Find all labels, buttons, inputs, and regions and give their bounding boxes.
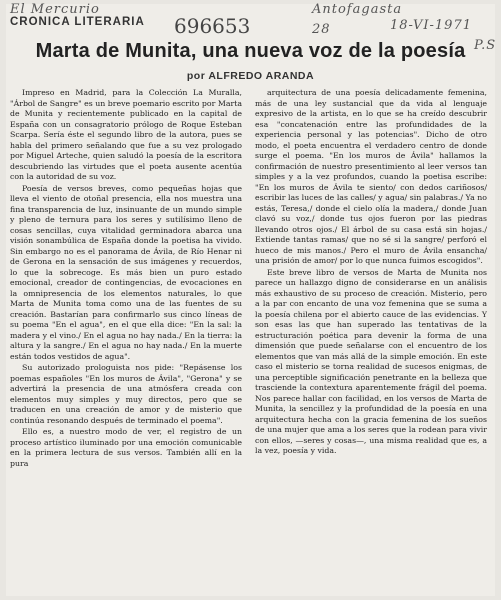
article-byline: por ALFREDO ARANDA <box>186 70 315 82</box>
date-annotation: 18-VI-1971 <box>390 18 472 33</box>
article-title: Marta de Munita, una nueva voz de la poesía <box>35 40 466 62</box>
code-annotation: 696653 <box>174 14 251 38</box>
newspaper-clipping <box>6 4 495 596</box>
paragraph: arquitectura de una poesía delicadamente femenina, más de una ley sustancial que da vida al lenguaje expresivo de la artista, en lo que se ha creído descubrir esa "concatenación entre las profundidades de la experiencia personal y las potencias". Dicho de otro modo, el poeta encuentra el verdadero centro de donde surge el poema. "En los muros de Ávila" hallamos la confirmación de nuestro presentimiento al leer versos tan simples y a la vez profundos, cuando la poetisa escribe: "En los muros de Ávila te siento/ con dedos cariñosos/ escribir las luces de las calles/ y agua/ sin palabras./ Ya no estás, Teresa,/ donde el cielo olía la madera,/ donde Juan clavó su voz,/ donde tus ojos fueron por las piedras llevando otros ojos./ El árbol de su casa está sin hojas./ Extiende tantas ramas/ que no sé si la sangre/ perforó el hueco de mis manos./ Pero el muro de Ávila ensancha/ una prisión de amor/ por lo que nunca fuimos escogidos". <box>255 88 487 265</box>
paragraph: Ello es, a nuestro modo de ver, el registro de un proceso artístico iluminado por una emoción comunicable en la primera lectura de sus versos. También allí en la pura <box>10 427 242 468</box>
paragraph: Este breve libro de versos de Marta de Munita nos parece un hallazgo digno de considerarse en un análisis más exhaustivo de su proceso de creación. Misterio, pero a la par con encanto de una voz femenina que se suma a la poesía chilena por el abierto cauce de las evidencias. Y son esas las que han superado las tentativas de la estructuración poética para devenir la forma de una dimensión que puede señalarse con el encuentro de los elementos que van más allá de la simple emoción. En este caso el misterio se torna realidad de sucesos enigmas, de una perceptible significación penetrante en la belleza que trasciende la contextura aparentemente frágil del poema. Nos parece hallar con facilidad, en los versos de Marta de Munita, la sencillez y la profundidad de la poesía en una arquitectura hecha con la gracia femenina de los sueños de una mujer que ama a los seres que la rodean para vivir con ellos, —seres y cosas—, una misma realidad que es, a la vez, poesía y vida. <box>255 267 487 455</box>
newspaper-name-annotation: El Mercurio <box>10 2 100 17</box>
ps-annotation: P.S <box>474 38 497 53</box>
paragraph: Impreso en Madrid, para la Colección La Muralla, "Árbol de Sangre" es un breve poemario escrito por Marta de Munita y recientemente publicado en la capital de España con un consagratorio prólogo de Roque Esteban Scarpa. Sería éste el segundo libro de la autora, pues se habla del primero señalando que fue a su vez prologado por Miguel Arteche, quien saludó la poesía de la escritora descubriendo las virtudes que el poeta ausente acentúa con la autoridad de su voz. <box>10 88 242 181</box>
right-column <box>255 88 487 594</box>
paragraph: Poesía de versos breves, como pequeñas hojas que lleva el viento de otoñal presencia, ella nos muestra una fina transparencia de luz, insinuante de un mundo simple y pleno de ternura para los seres y sutilísimo lleno de cosas sencillas, cuya vitalidad germinadora abarca una visión sonambúlica de España donde la poetisa ha vivido. Sin embargo no es el panorama de Ávila, de Río Henar ni de Gerona en la sensación de sus imágenes y recuerdos, lo que la sobrecoge. Es más bien un puro estado emocional, creador de contingencias, de evocaciones en la omnipresencia de los elementos naturales, lo que Marta de Munita toma como una de las fuentes de su creación. Bastarían para confirmarlo sus cinco líneas de su poema "En el agua", en el que ella dice: "En la sal: la madera y el vino./ En el agua no hay nada./ En la tierra: la altura y la sangre./ En el agua no hay nada./ En la muerte están todos vestidos de agua". <box>10 183 242 361</box>
left-column <box>10 88 242 594</box>
paragraph: Su autorizado prologuista nos pide: "Repásense los poemas españoles "En los muros de Ávila", "Gerona" y se advertirá la presencia de una atmósfera creada con elementos muy simples y muy directos, pero que se traducen en una creación de amor y de misterio que continúa resonando después de terminado el poema". <box>10 363 242 425</box>
mark-annotation: 28 <box>312 22 331 37</box>
section-label: CRONICA LITERARIA <box>10 16 145 28</box>
city-annotation: Antofagasta <box>312 2 403 17</box>
